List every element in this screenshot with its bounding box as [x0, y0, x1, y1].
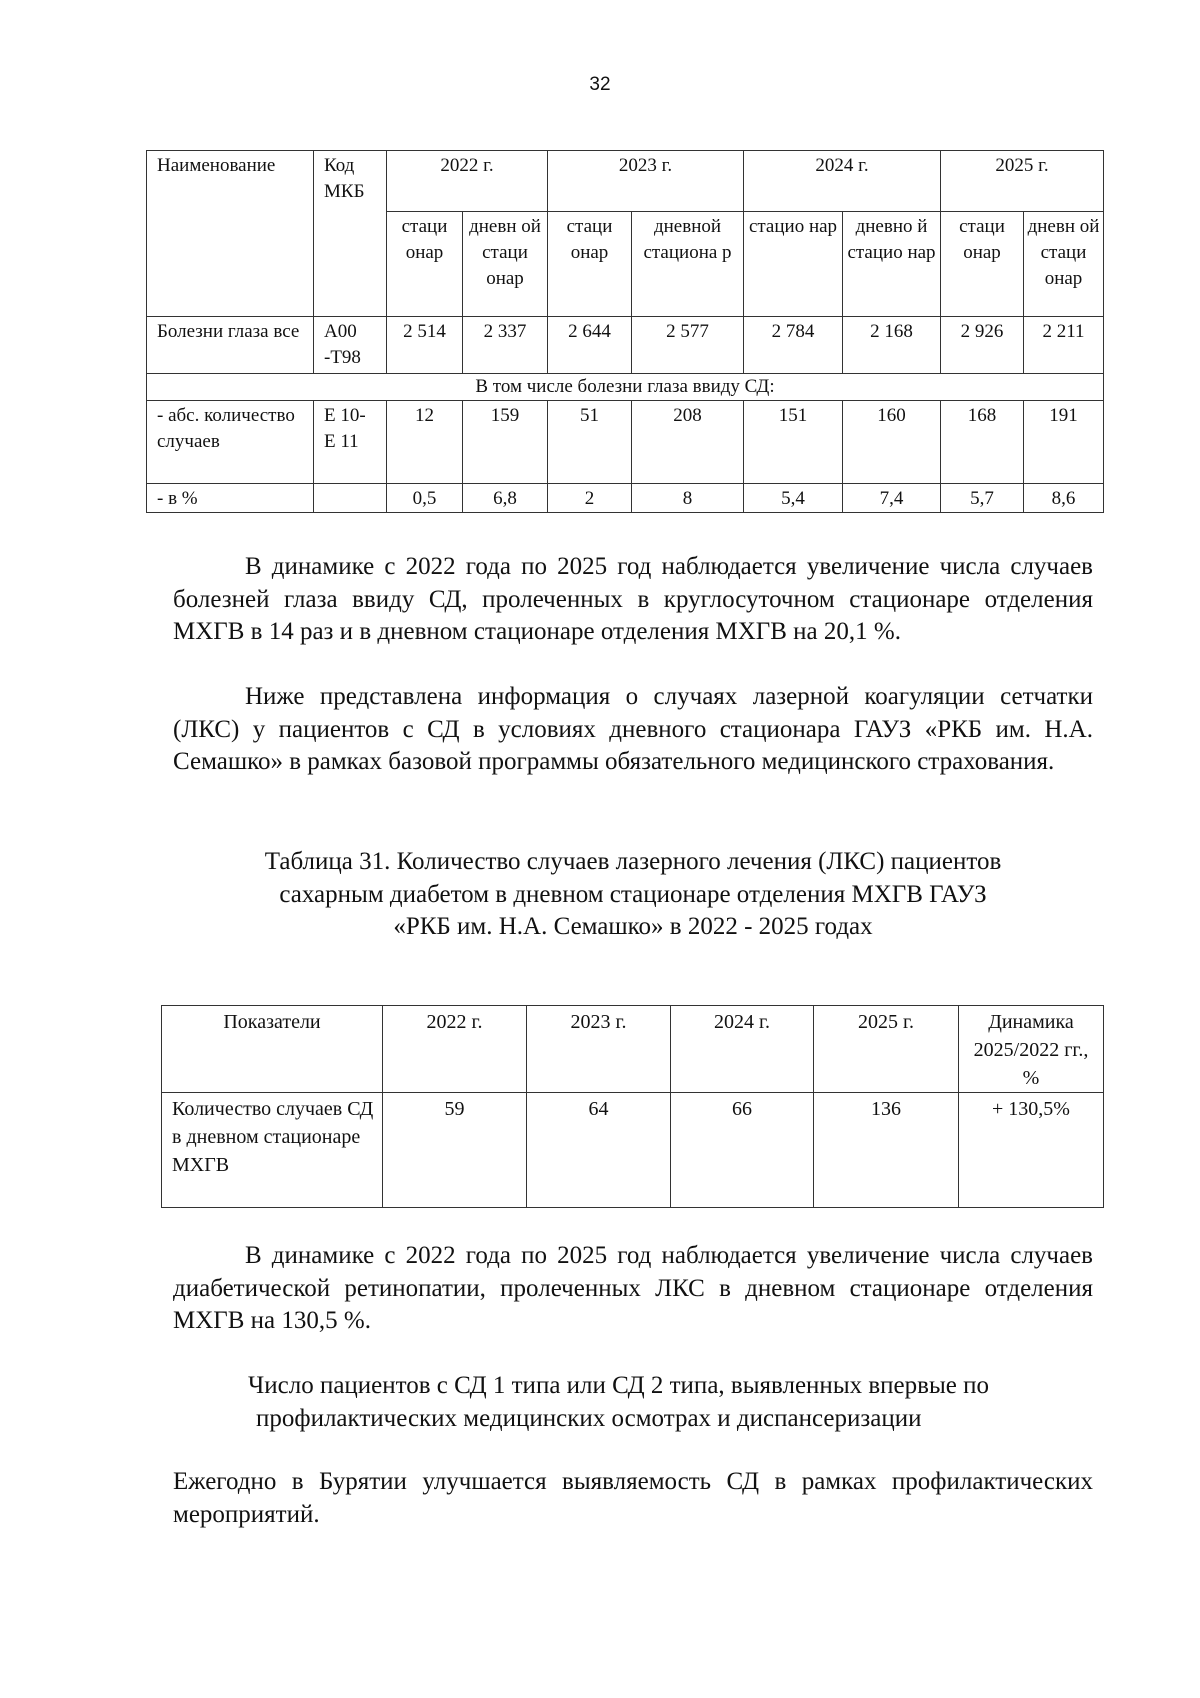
table-cell: 0,5 [387, 484, 463, 513]
table-cell: 59 [383, 1093, 527, 1208]
table-cell: 6,8 [463, 484, 548, 513]
table2-header-cell: 2024 г. [671, 1006, 814, 1093]
table1-subheader-cell: дневн ой стаци онар [463, 212, 548, 317]
row-label: - абс. количество случаев [147, 401, 314, 484]
table-cell: 2 514 [387, 317, 463, 374]
table-cell: 136 [814, 1093, 959, 1208]
table31-caption [173, 846, 1093, 944]
table1-subheader-cell: стаци онар [941, 212, 1024, 317]
table-cell: 8,6 [1024, 484, 1104, 513]
paragraph-dynamics-eye: В динамике с 2022 года по 2025 год наблюдается увеличение числа случаев болезней глаза ввиду СД, пролеченных в круглосуточном стационаре отделения МХГВ в 14 раз и в дневном стационаре отделения МХГВ на 20,1 %. [173, 553, 1093, 645]
page-number: 32 [589, 74, 611, 95]
table2-header-cell: Показатели [162, 1006, 383, 1093]
row-code: А00 -Т98 [314, 317, 387, 374]
table-cell: 151 [744, 401, 843, 484]
paragraph-detection: Ежегодно в Бурятии улучшается выявляемость СД в рамках профилактических мероприятий. [173, 1468, 1093, 1528]
table-cell: 2 337 [463, 317, 548, 374]
table-cell: 160 [843, 401, 941, 484]
table1-section-row [147, 374, 1104, 401]
table1-subheader-cell: дневно й стацио нар [843, 212, 941, 317]
row-code: Е 10- Е 11 [314, 401, 387, 484]
table1-row-all [147, 317, 1104, 374]
table-cell: 64 [527, 1093, 671, 1208]
table-cell: 208 [632, 401, 744, 484]
row-label: Болезни глаза все [147, 317, 314, 374]
table-cell: + 130,5% [959, 1093, 1104, 1208]
subheading-line: Число пациентов с СД 1 типа или СД 2 типа, выявленных впервые по [248, 1372, 989, 1399]
table1-subheader-cell: дневной стациона р [632, 212, 744, 317]
table2-header-row [162, 1006, 1104, 1093]
table1-header-row [147, 151, 1104, 212]
table1-header-year: 2022 г. [387, 151, 548, 212]
lks-cases-table [161, 1005, 1104, 1208]
table-cell: 2 168 [843, 317, 941, 374]
table1-header-name: Наименование [147, 151, 314, 317]
table2-header-cell: 2023 г. [527, 1006, 671, 1093]
caption-line: «РКБ им. Н.А. Семашко» в 2022 - 2025 годах [393, 913, 873, 940]
table-cell: 8 [632, 484, 744, 513]
section-subheading [248, 1370, 1098, 1435]
paragraph-dynamics-lks: В динамике с 2022 года по 2025 год наблюдается увеличение числа случаев диабетической ретинопатии, пролеченных ЛКС в дневном стационаре отделения МХГВ на 130,5 %. [173, 1242, 1093, 1334]
table-cell: 159 [463, 401, 548, 484]
paragraph-lks-intro: Ниже представлена информация о случаях лазерной коагуляции сетчатки (ЛКС) у пациентов с СД в условиях дневного стационара ГАУЗ «РКБ им. Н.А. Семашко» в рамках базовой программы обязательного медицинского страхования. [173, 683, 1093, 775]
table-cell: 2 [548, 484, 632, 513]
table1-header-code: Код МКБ [314, 151, 387, 317]
table-cell: 2 644 [548, 317, 632, 374]
section-label: В том числе болезни глаза ввиду СД: [147, 374, 1104, 401]
table1-row-pct [147, 484, 1104, 513]
caption-line: Таблица 31. Количество случаев лазерного лечения (ЛКС) пациентов [264, 848, 1002, 875]
table-cell: 7,4 [843, 484, 941, 513]
table-cell: 191 [1024, 401, 1104, 484]
caption-line: сахарным диабетом в дневном стационаре отделения МХГВ ГАУЗ [279, 880, 987, 908]
table-cell: 2 926 [941, 317, 1024, 374]
eye-diseases-table [146, 150, 1104, 513]
table1-row-abs [147, 401, 1104, 484]
table-cell: 2 784 [744, 317, 843, 374]
table-cell: 2 577 [632, 317, 744, 374]
table-cell: 168 [941, 401, 1024, 484]
table-cell: 51 [548, 401, 632, 484]
table-cell: 5,7 [941, 484, 1024, 513]
table1-subheader-cell: стацио нар [744, 212, 843, 317]
table-cell: 66 [671, 1093, 814, 1208]
table1-header-year: 2024 г. [744, 151, 941, 212]
table1-header-year: 2025 г. [941, 151, 1104, 212]
row-label: Количество случаев СД в дневном стационаре МХГВ [162, 1093, 383, 1208]
table-cell: 5,4 [744, 484, 843, 513]
subheading-line: профилактических медицинских осмотрах и диспансеризации [256, 1404, 922, 1432]
table2-header-cell: 2025 г. [814, 1006, 959, 1093]
table2-header-cell: 2022 г. [383, 1006, 527, 1093]
table1-header-year: 2023 г. [548, 151, 744, 212]
table-cell: 12 [387, 401, 463, 484]
table1-subheader-cell: стаци онар [387, 212, 463, 317]
table-cell: 2 211 [1024, 317, 1104, 374]
row-code [314, 484, 387, 513]
row-label: - в % [147, 484, 314, 513]
table1-subheader-cell: стаци онар [548, 212, 632, 317]
table2-header-cell: Динамика 2025/2022 гг., % [959, 1006, 1104, 1093]
table1-subheader-cell: дневн ой стаци онар [1024, 212, 1104, 317]
table2-data-row [162, 1093, 1104, 1208]
